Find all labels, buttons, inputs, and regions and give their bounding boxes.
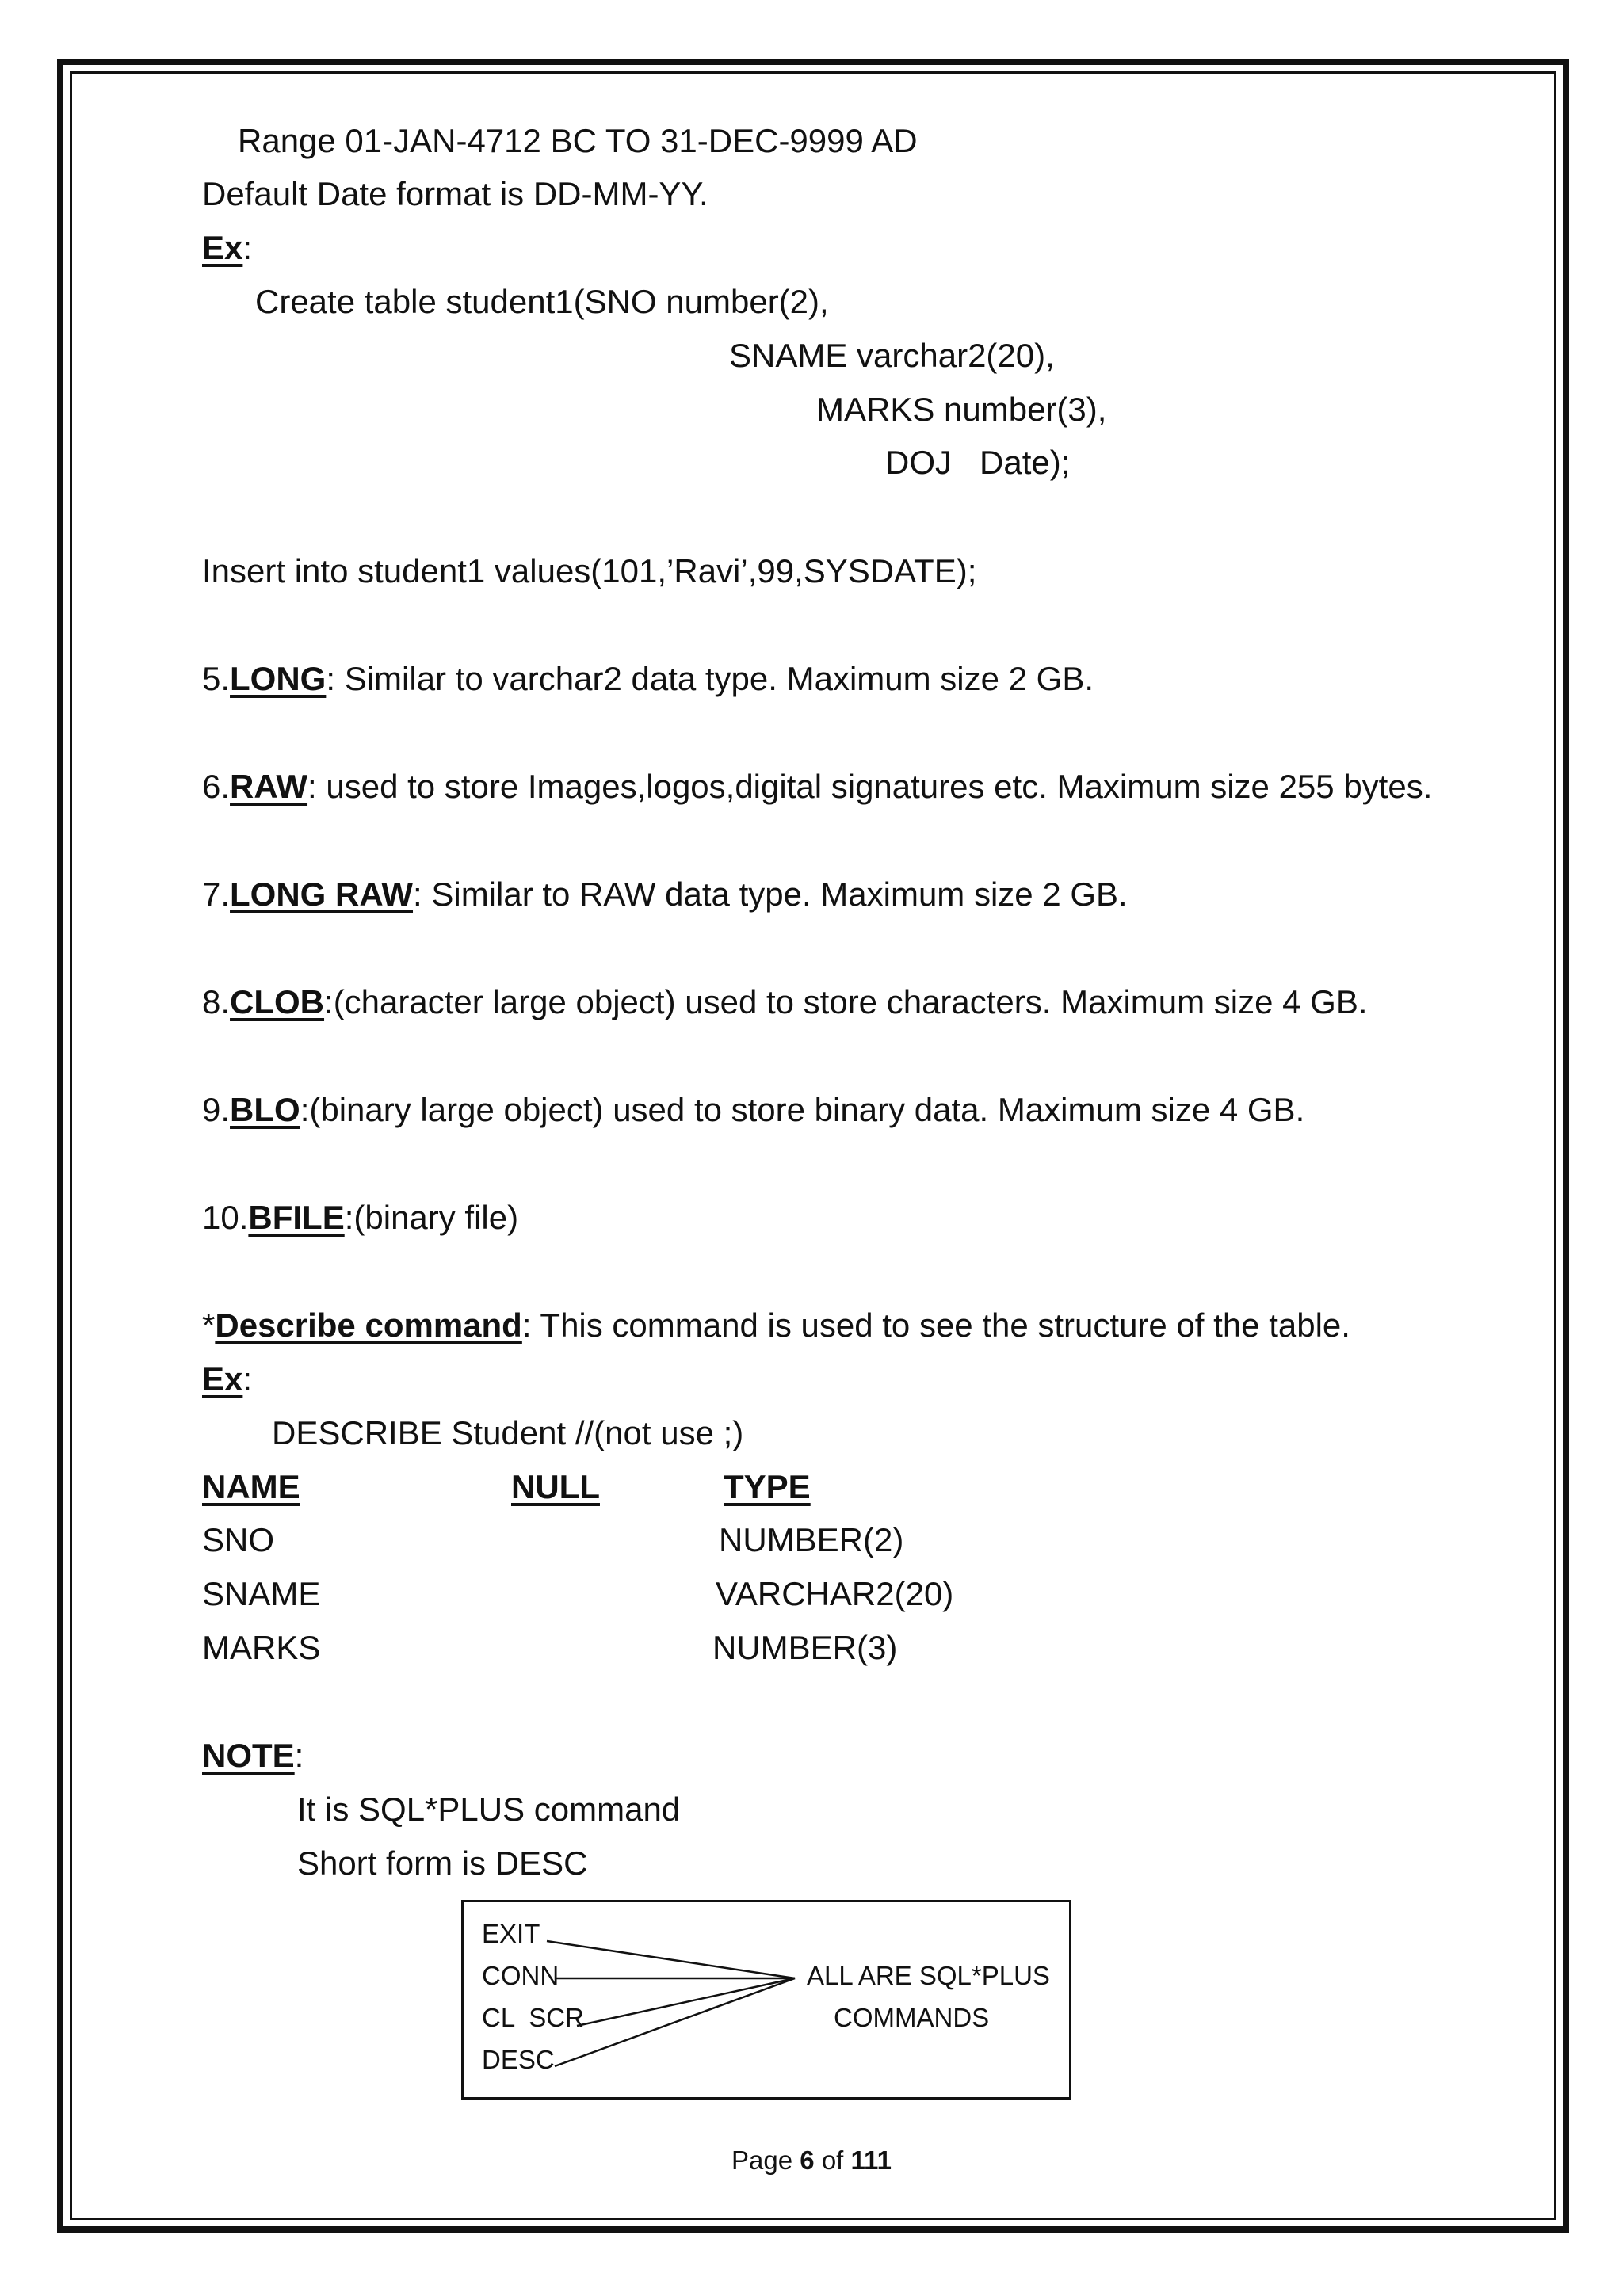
diagram-target-line-1: ALL ARE SQL*PLUS (807, 1961, 1050, 1990)
page-number: Page 6 of 111 (731, 2145, 892, 2175)
datatype-clob: 8.CLOB:(character large object) used to store characters. Maximum size 4 GB. (202, 983, 1368, 1020)
table-row-name: SNO (202, 1521, 275, 1558)
column-header-type: TYPE (724, 1468, 811, 1505)
describe-command-heading: *Describe command: This command is used to see the structure of the table. (202, 1306, 1350, 1344)
datatype-raw: 6.RAW: used to store Images,logos,digital signatures etc. Maximum size 255 bytes. (202, 768, 1433, 805)
diagram-command-desc: DESC (482, 2045, 555, 2074)
diagram-target-line-2: COMMANDS (834, 2003, 990, 2032)
connector-exit (547, 1941, 795, 1978)
date-range-text: Range 01-JAN-4712 BC TO 31-DEC-9999 AD (238, 122, 918, 159)
insert-statement: Insert into student1 values(101,’Ravi’,99,SYSDATE); (202, 552, 977, 589)
describe-command-text: DESCRIBE Student //(not use ;) (272, 1414, 744, 1451)
create-table-line-3: MARKS number(3), (816, 391, 1107, 428)
table-row-type: VARCHAR2(20) (716, 1575, 954, 1612)
example-label: Ex: (202, 229, 253, 266)
create-table-line-1: Create table student1(SNO number(2), (255, 283, 829, 320)
default-date-format-text: Default Date format is DD-MM-YY. (202, 175, 708, 212)
table-row-name: SNAME (202, 1575, 321, 1612)
note-line-2: Short form is DESC (297, 1844, 588, 1882)
table-row-name: MARKS (202, 1629, 321, 1666)
table-row-type: NUMBER(3) (712, 1629, 898, 1666)
describe-example-label: Ex: (202, 1360, 253, 1398)
datatype-blob: 9.BLO:(binary large object) used to store binary data. Maximum size 4 GB. (202, 1091, 1305, 1128)
datatype-long-raw: 7.LONG RAW: Similar to RAW data type. Maximum size 2 GB. (202, 875, 1128, 913)
diagram-command-exit: EXIT (482, 1919, 540, 1948)
datatype-long: 5.LONG: Similar to varchar2 data type. Maximum size 2 GB. (202, 660, 1094, 697)
note-label: NOTE: (202, 1737, 304, 1774)
create-table-line-2: SNAME varchar2(20), (729, 337, 1055, 374)
table-row-type: NUMBER(2) (719, 1521, 904, 1558)
datatype-bfile: 10.BFILE:(binary file) (202, 1199, 519, 1236)
column-header-name: NAME (202, 1468, 300, 1505)
column-header-null: NULL (511, 1468, 600, 1505)
diagram-command-clscr: CL SCR (482, 2003, 584, 2032)
note-line-1: It is SQL*PLUS command (297, 1791, 681, 1828)
create-table-line-4: DOJ Date); (885, 444, 1071, 481)
diagram-command-conn: CONN (482, 1961, 559, 1990)
